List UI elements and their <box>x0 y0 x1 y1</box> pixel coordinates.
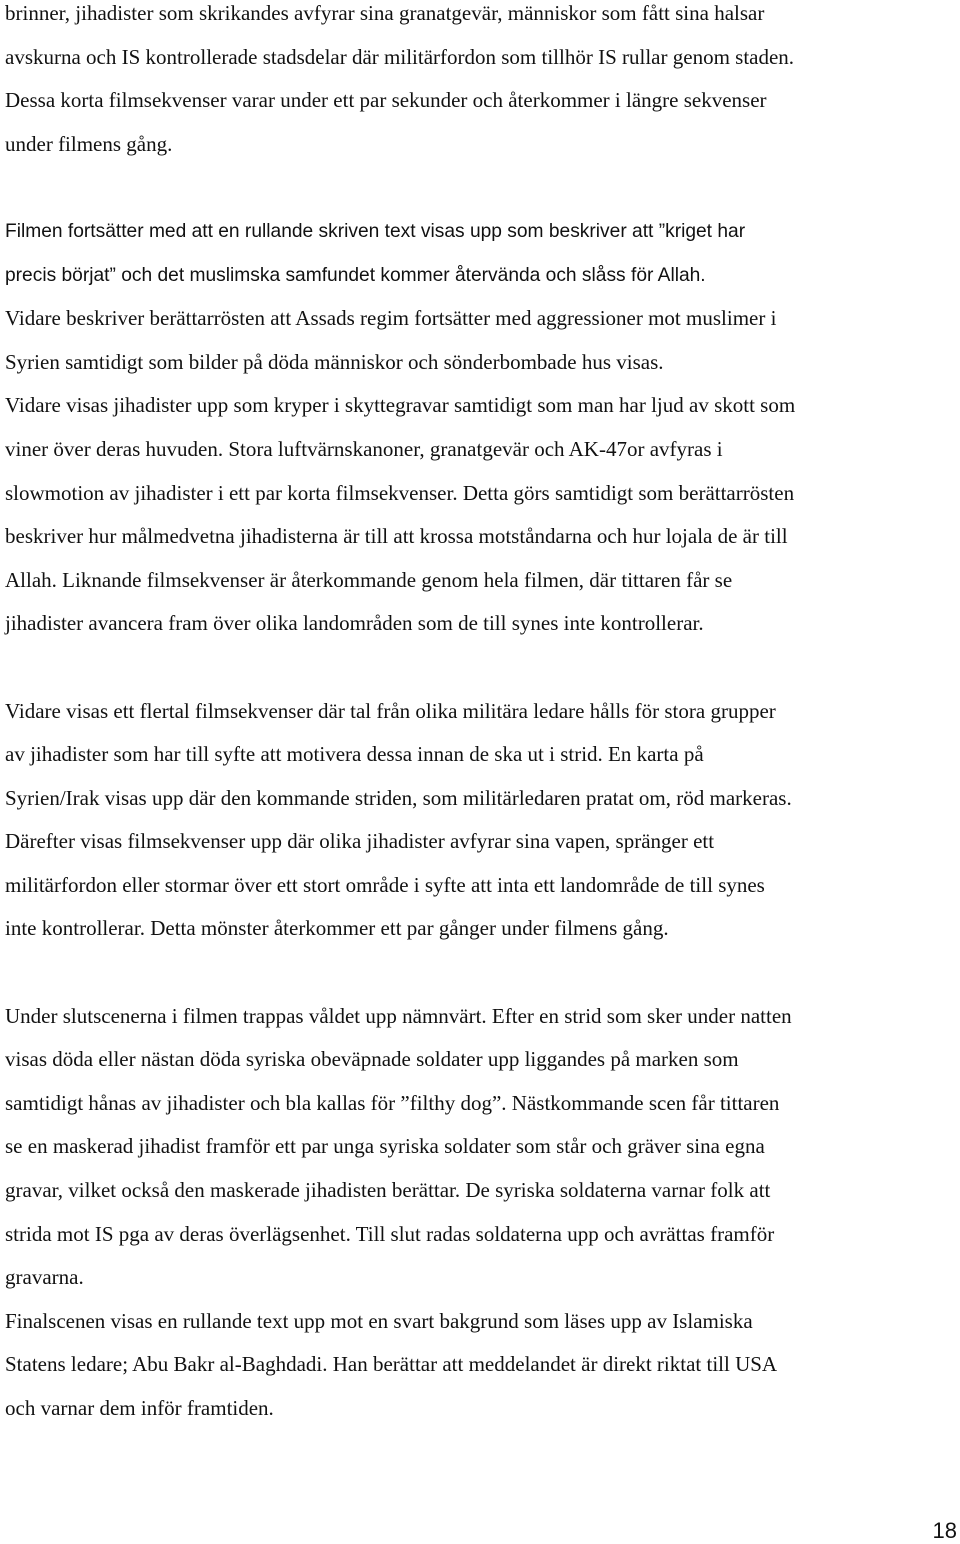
text-line: gravar, vilket också den maskerade jihadisten berättar. De syriska soldaterna varnar folk att <box>5 1178 771 1203</box>
text-line: Vidare beskriver berättarrösten att Assads regim fortsätter med aggressioner mot muslimer i <box>5 306 777 331</box>
text-line: Under slutscenerna i filmen trappas våldet upp nämnvärt. Efter en strid som sker under natten <box>5 1003 792 1028</box>
text-line: Filmen fortsätter med att en rullande skriven text visas upp som beskriver att ”kriget har <box>5 220 746 242</box>
paragraph-gap <box>5 646 955 690</box>
paragraph-4 <box>5 995 955 1431</box>
text-line: strida mot IS pga av deras överlägsenhet. Till slut radas soldaterna upp och avrättas framför <box>5 1221 775 1246</box>
text-line: Syrien/Irak visas upp där den kommande striden, som militärledaren pratat om, röd markeras. <box>5 785 792 810</box>
text-line: Allah. Liknande filmsekvenser är återkommande genom hela filmen, där tittaren får se <box>5 567 733 592</box>
text-line: och varnar dem inför framtiden. <box>5 1396 274 1420</box>
text-line: under filmens gång. <box>5 131 173 156</box>
paragraph-1 <box>5 0 955 166</box>
text-line: precis börjat” och det muslimska samfundet kommer återvända och slåss för Allah. <box>5 264 706 286</box>
text-line: Därefter visas filmsekvenser upp där olika jihadister avfyrar sina vapen, spränger ett <box>5 829 715 854</box>
text-line: Vidare visas ett flertal filmsekvenser där tal från olika militära ledare hålls för stora grupper <box>5 698 776 723</box>
paragraph-2 <box>5 210 955 646</box>
document-page <box>5 0 955 1431</box>
text-line: brinner, jihadister som skrikandes avfyrar sina granatgevär, människor som fått sina halsar <box>5 1 765 25</box>
text-line: Dessa korta filmsekvenser varar under ett par sekunder och återkommer i längre sekvenser <box>5 88 767 113</box>
page-number: 18 <box>932 1518 957 1543</box>
text-line: Vidare visas jihadister upp som kryper i skyttegravar samtidigt som man har ljud av skott som <box>5 393 796 418</box>
text-line: slowmotion av jihadister i ett par korta filmsekvenser. Detta görs samtidigt som berättarrösten <box>5 480 795 505</box>
text-line: Statens ledare; Abu Bakr al-Baghdadi. Han berättar att meddelandet är direkt riktat till USA <box>5 1352 778 1377</box>
text-line: Syrien samtidigt som bilder på döda människor och sönderbombade hus visas. <box>5 349 664 374</box>
text-line: se en maskerad jihadist framför ett par unga syriska soldater som står och gräver sina egna <box>5 1134 765 1159</box>
paragraph-3 <box>5 690 955 952</box>
text-line: samtidigt hånas av jihadister och bla kallas för ”filthy dog”. Nästkommande scen får tittaren <box>5 1090 780 1115</box>
text-line: beskriver hur målmedvetna jihadisterna är till att krossa motståndarna och hur lojala de är till <box>5 524 788 549</box>
text-line: inte kontrollerar. Detta mönster återkommer ett par gånger under filmens gång. <box>5 916 669 941</box>
text-line: jihadister avancera fram över olika landområden som de till synes inte kontrollerar. <box>5 611 704 636</box>
paragraph-gap <box>5 166 955 210</box>
text-line: avskurna och IS kontrollerade stadsdelar där militärfordon som tillhör IS rullar genom staden. <box>5 44 795 69</box>
text-line: gravarna. <box>5 1265 84 1290</box>
text-line: Finalscenen visas en rullande text upp mot en svart bakgrund som läses upp av Islamiska <box>5 1308 753 1333</box>
text-line: visas döda eller nästan döda syriska obeväpnade soldater upp liggandes på marken som <box>5 1047 739 1072</box>
paragraph-gap <box>5 951 955 995</box>
text-line: viner över deras huvuden. Stora luftvärnskanoner, granatgevär och AK-47or avfyras i <box>5 436 723 461</box>
text-line: militärfordon eller stormar över ett stort område i syfte att inta ett landområde de till synes <box>5 872 765 897</box>
text-line: av jihadister som har till syfte att motivera dessa innan de ska ut i strid. En karta på <box>5 742 704 767</box>
